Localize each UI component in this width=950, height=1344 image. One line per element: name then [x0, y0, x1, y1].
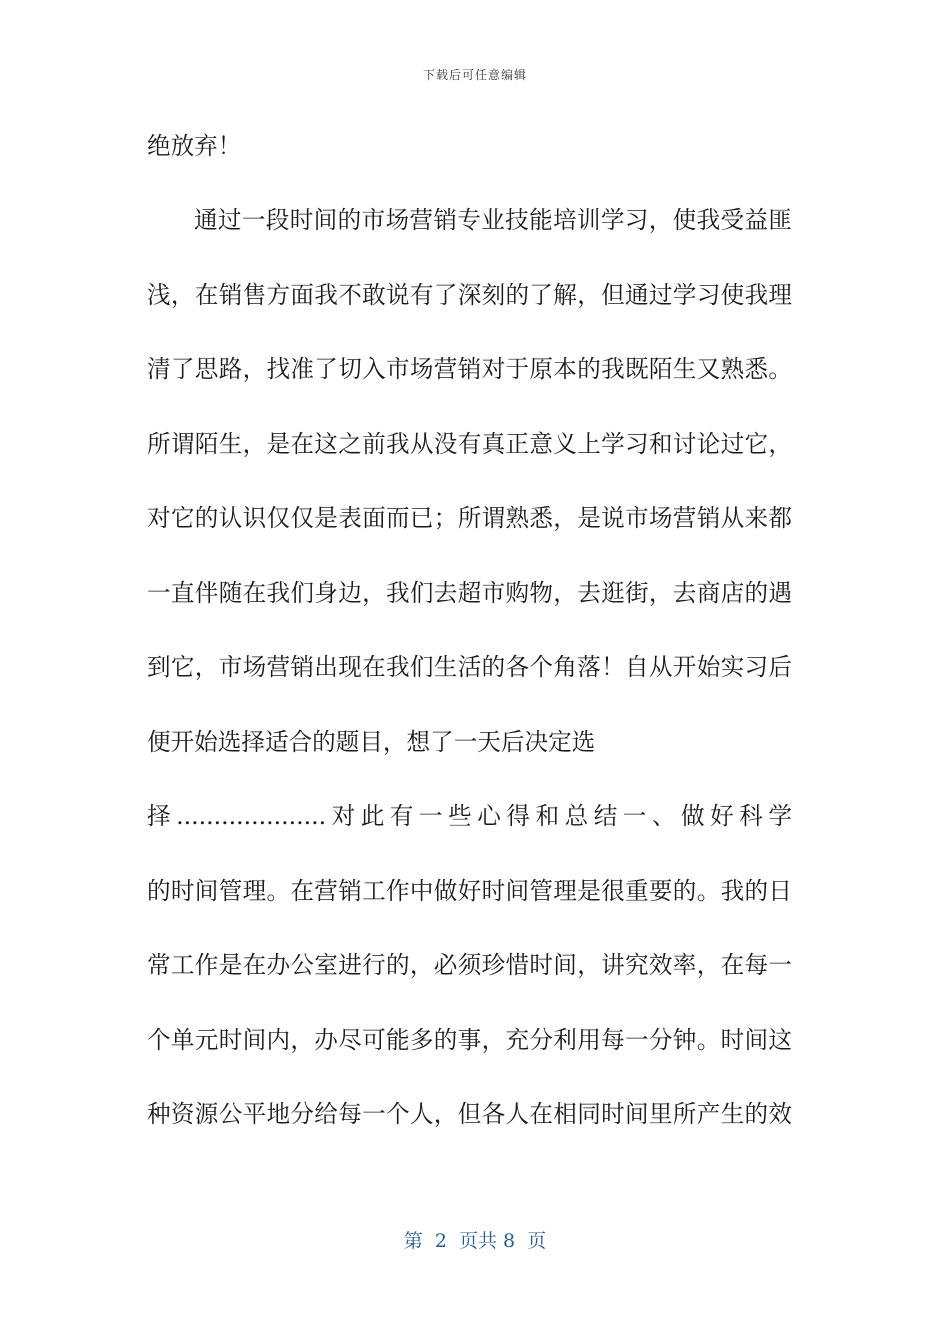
- text-line: 的时间管理。在营销工作中做好时间管理是很重要的。我的日: [147, 877, 792, 905]
- text-line: 浅，在销售方面我不敢说有了深刻的了解，但通过学习使我理: [147, 281, 792, 309]
- text-line: 绝放弃！: [147, 132, 242, 160]
- text-line: 便开始选择适合的题目，想了一天后决定选: [147, 728, 596, 756]
- text-line: 到它，市场营销出现在我们生活的各个角落！自从开始实习后: [147, 653, 792, 681]
- text-line: 个单元时间内，办尽可能多的事，充分利用每一分钟。时间这: [147, 1026, 792, 1054]
- text-line: 清了思路，找准了切入市场营销对于原本的我既陌生又熟悉。: [147, 355, 792, 383]
- text-line: 通过一段时间的市场营销专业技能培训学习，使我受益匪: [194, 206, 792, 234]
- text-line: 常工作是在办公室进行的，必须珍惜时间，讲究效率，在每一: [147, 951, 792, 979]
- page-header: 下载后可任意编辑: [422, 68, 527, 82]
- text-line: 所谓陌生，是在这之前我从没有真正意义上学习和讨论过它，: [147, 430, 792, 458]
- text-line: 择....................对此有一些心得和总结一、做好科学: [147, 802, 792, 830]
- text-line: 种资源公平地分给每一个人，但各人在相同时间里所产生的效: [147, 1100, 792, 1128]
- text-line: 一直伴随在我们身边，我们去超市购物，去逛街，去商店的遇: [147, 579, 792, 607]
- text-line: 对它的认识仅仅是表面而已；所谓熟悉，是说市场营销从来都: [147, 504, 792, 532]
- page-number: 第 2 页共 8 页: [403, 1230, 547, 1252]
